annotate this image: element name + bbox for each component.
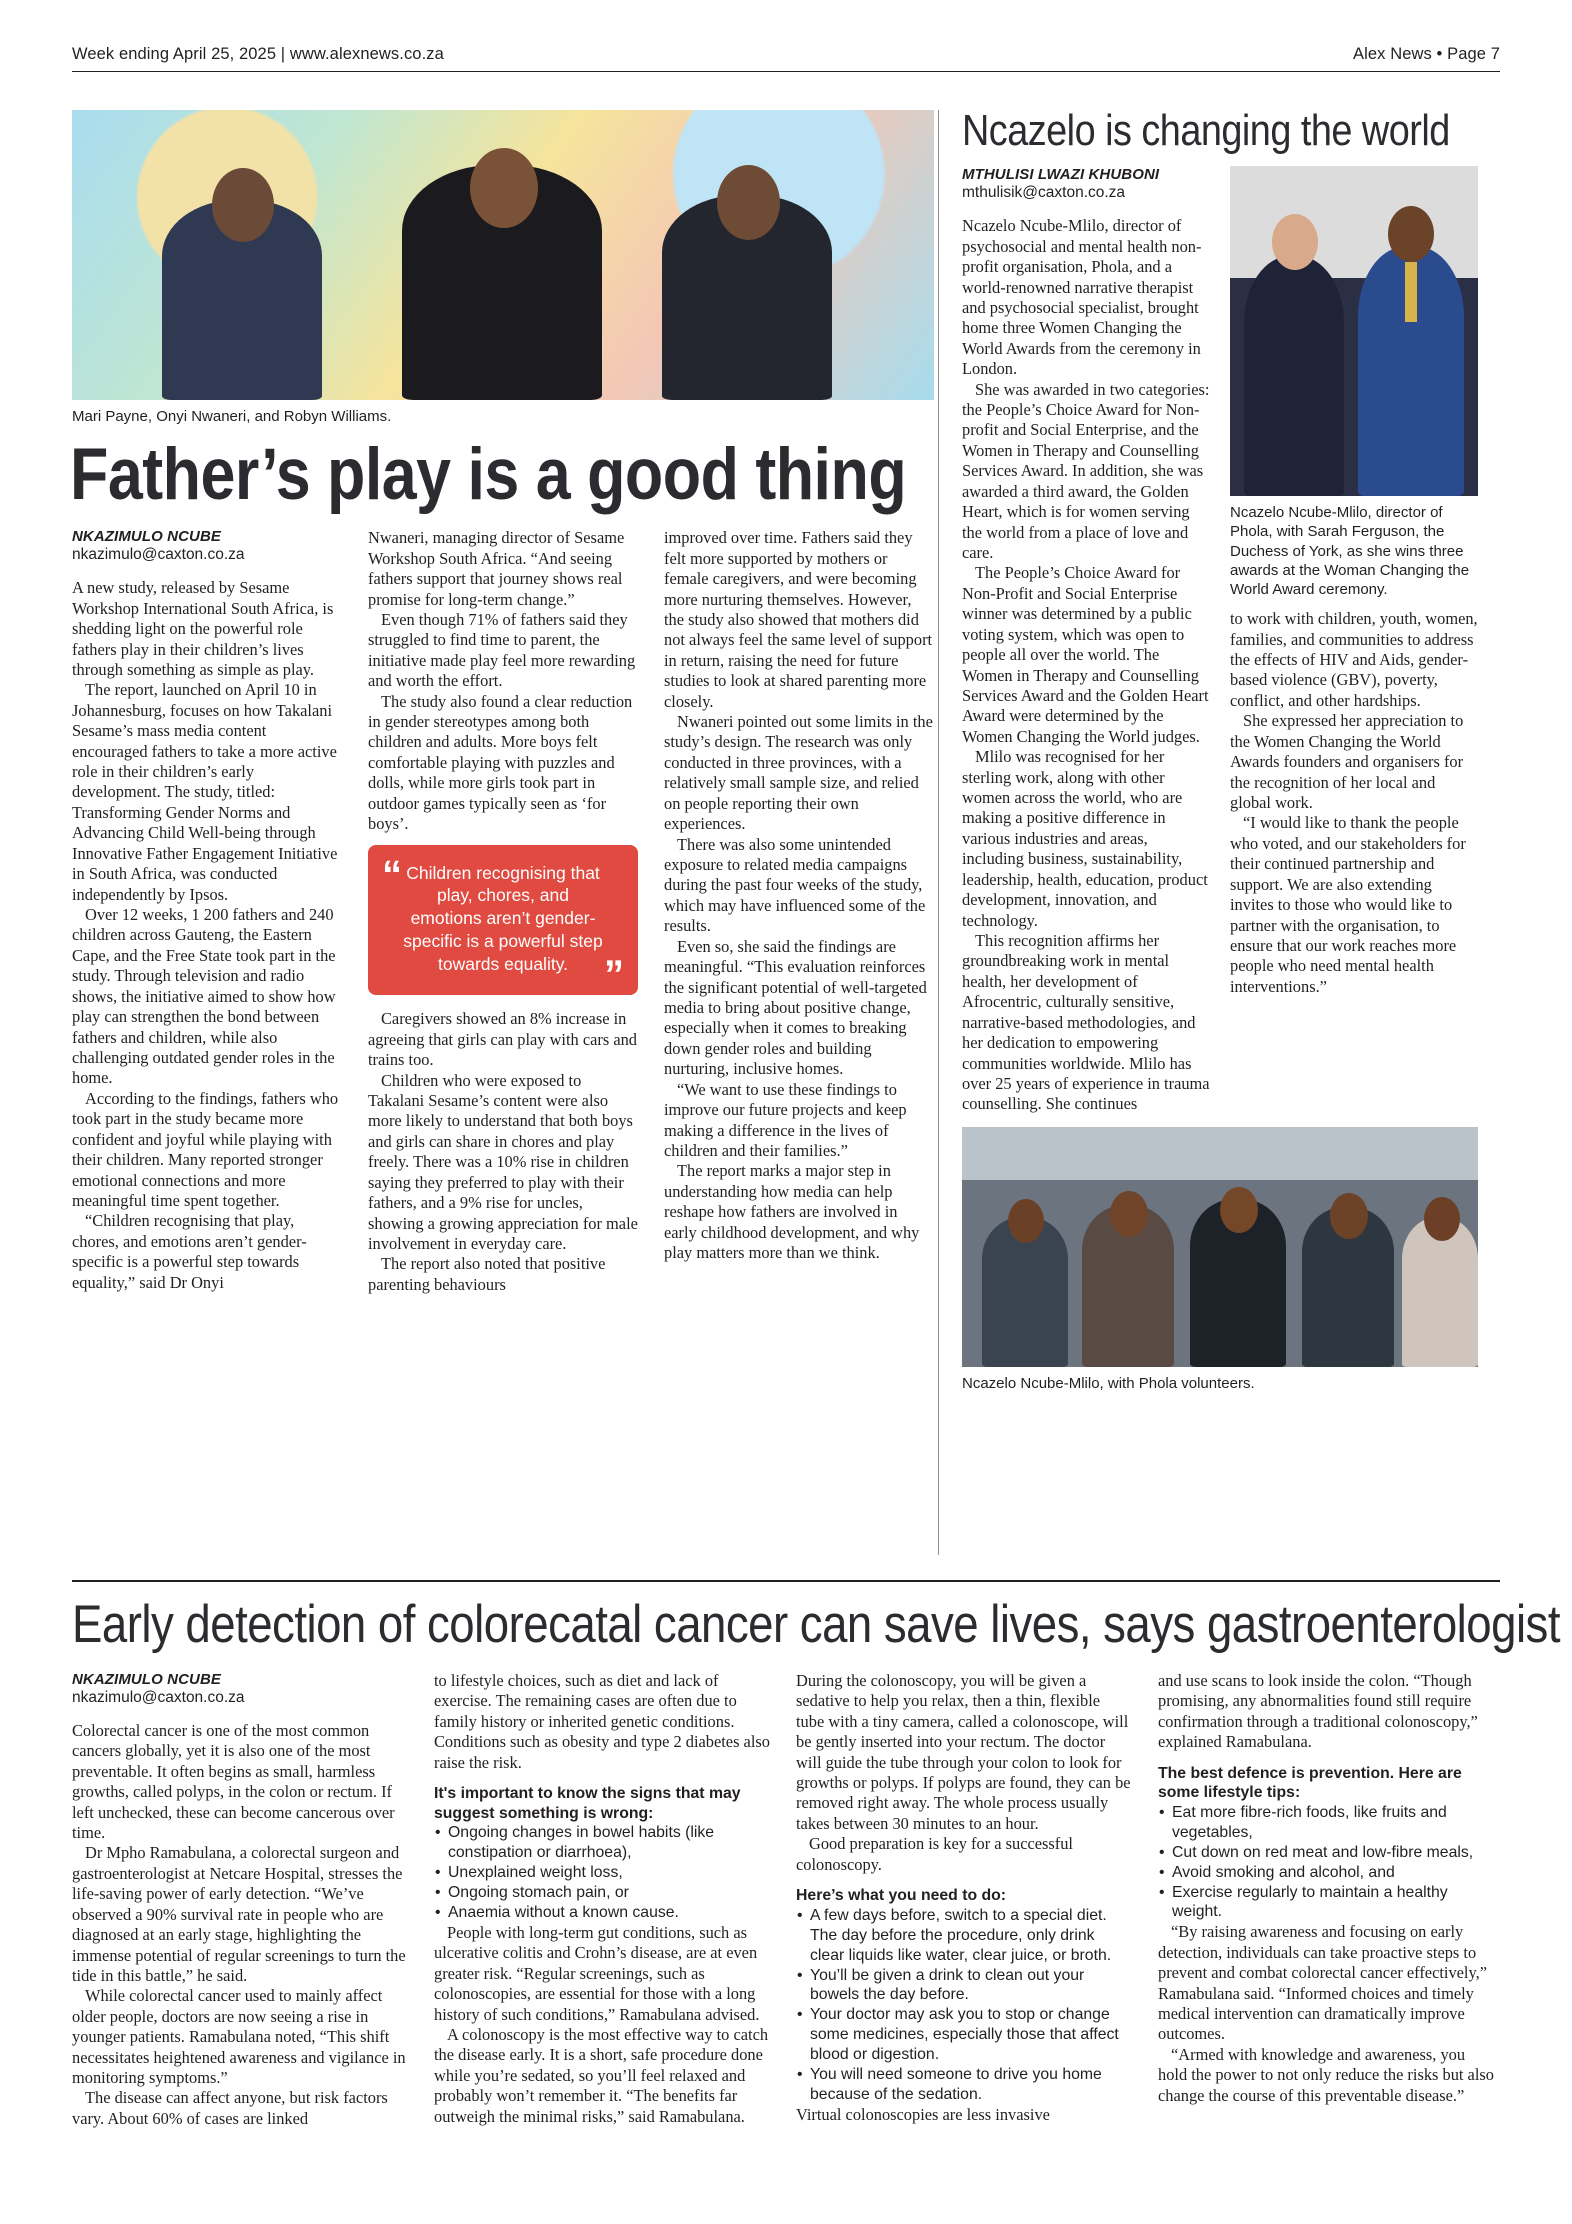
paragraph: Even though 71% of fathers said they struggled to find time to parent, the initiative made play feel more rewarding and worth the effort. (368, 609, 636, 691)
article3-byline-name: NKAZIMULO NCUBE (72, 1670, 221, 1688)
paragraph: A new study, released by Sesame Workshop International South Africa, is shedding light on the powerful role fathers play in their children’s lives through something as simple as play. (72, 578, 334, 679)
paragraph: “I would like to thank the people who voted, and our stakeholders for their continued partnership and support. We are also extending invites to those who would like to partner with the organisation, to ensure that our work reaches more people who need mental health interventions.” (1230, 813, 1466, 996)
article2-column-1 (962, 166, 1210, 1115)
article1-pullquote: “ Children recognising that play, chores, and emotions aren’t gender-specific is a powerful step towards equality. ” (368, 845, 638, 996)
article3-column-1 (72, 1671, 408, 2129)
article3-col3-bullets (796, 1906, 1132, 2105)
paragraph: She was awarded in two categories: the People’s Choice Award for Non-profit and Social Enterprise, and the Women in Therapy and Counselling Services Award. In addition, she was awarded a third award, the Golden Heart, which is for women serving the world from a place of love and care. (962, 379, 1210, 562)
paragraph: improved over time. Fathers said they felt more supported by mothers or female caregivers, and were becoming more nurturing themselves. However, the study also showed that mothers did not always feel the same level of support in return, raising the need for future studies to look at shared parenting more closely. (664, 528, 933, 711)
paragraph: “By raising awareness and focusing on early detection, individuals can take proactive steps to prevent and combat colorectal cancer effectively,” Ramabulana said. “Informed choices and timely medical intervention can dramatically improve outcomes. (1158, 1922, 1487, 2044)
paragraph: Over 12 weeks, 1 200 fathers and 240 children across Gauteng, the Eastern Cape, and the Free State took part in the study. Through television and radio shows, the initiative aimed to show how play can strengthen the bond between fathers and children, while also challenging outdated gender roles in the home. (72, 905, 336, 1088)
paragraph: The report, launched on April 10 in Johannesburg, focuses on how Takalani Sesame’s mass media content encouraged fathers to take a more active role in their children’s early development. The study, titled: Transforming Gender Norms and Advancing Child Well-being through Innovative Father Engagement Initiative in South Africa, was conducted independently by Ipsos. (72, 680, 338, 904)
paragraph: The report marks a major step in understanding how media can help reshape how fathers are involved in early childhood development, and why play matters more than we think. (664, 1161, 920, 1263)
list-item: • Unexplained weight loss, (434, 1863, 770, 1883)
paragraph: Dr Mpho Ramabulana, a colorectal surgeon and gastroenterologist at Netcare Hospital, stresses the life-saving power of early detection. “We’ve observed a 90% survival rate in people who are diagnosed at an early stage, highlighting the immense potential of regular screenings to turn the tide in this battle,” he said. (72, 1843, 406, 1985)
article1-photo-caption: Mari Payne, Onyi Nwaneri, and Robyn Williams. (72, 408, 392, 425)
paragraph: Mlilo was recognised for her sterling work, along with other women across the world, who are making a positive difference in various industries and areas, including business, sustainability, leadership, health, education, product development, innovation, and technology. (962, 747, 1208, 930)
paragraph: “Children recognising that play, chores, and emotions aren’t gender-specific is a powerful step towards equality,” said Dr Onyi (72, 1211, 307, 1292)
page-masthead (72, 0, 1500, 72)
article2-col2-body (1230, 609, 1478, 997)
paragraph: The report also noted that positive parenting behaviours (368, 1254, 606, 1294)
article-fathers-play (72, 110, 934, 1295)
article-ncazelo (962, 106, 1500, 1393)
article3-col3-subhead: Here’s what you need to do: (796, 1887, 1007, 1905)
paragraph: According to the findings, fathers who took part in the study became more confident and joyful while playing with their children. Many reported stronger emotional connections and more meaningful time spent together. (72, 1088, 339, 1210)
article3-column-2 (434, 1671, 770, 2129)
list-item: • You’ll be given a drink to clean out your bowels the day before. (796, 1966, 1132, 2006)
list-item: • Ongoing stomach pain, or (434, 1883, 770, 1903)
paragraph: Even so, she said the findings are meaningful. “This evaluation reinforces the significant potential of well-targeted media to bring about positive change, especially when it comes to breaking down gender roles and building nurturing, inclusive homes. (664, 936, 927, 1079)
article1-columns (72, 528, 934, 1295)
article3-col2-pre (434, 1671, 770, 1773)
article1-col3-body (664, 528, 934, 1263)
article1-byline-email: nkazimulo@caxton.co.za (72, 546, 245, 564)
list-item: • Anaemia without a known cause. (434, 1903, 770, 1923)
paragraph: Good preparation is key for a successful colonoscopy. (796, 1834, 1073, 1874)
article2-headline: Ncazelo is changing the world (962, 106, 1450, 155)
paragraph: There was also some unintended exposure to related media campaigns during the past four weeks of the study, which may have influenced some of the results. (664, 834, 926, 936)
article3-col1-body (72, 1721, 408, 2129)
article3-col4-bullets (1158, 1803, 1494, 1922)
list-item: • Cut down on red meat and low-fibre meals, (1158, 1843, 1494, 1863)
article1-pullquote-text: Children recognising that play, chores, and emotions aren’t gender-specific is a powerful step towards equality. (403, 862, 603, 974)
article3-col3-post (796, 2105, 1132, 2125)
paragraph: Ncazelo Ncube-Mlilo, director of psychosocial and mental health non-profit organisation, Phola, and a world-renowned narrative therapist and psychosocial specialist, brought home three Women Changing the World Awards from the ceremony in London. (962, 216, 1202, 379)
list-item: • Exercise regularly to maintain a healthy weight. (1158, 1883, 1494, 1923)
article3-column-4 (1158, 1671, 1494, 2129)
article3-byline-email: nkazimulo@caxton.co.za (72, 1688, 245, 1706)
article2-photo2-caption: Ncazelo Ncube-Mlilo, with Phola volunteers. (962, 1374, 1255, 1392)
list-item: • You will need someone to drive you home because of the sedation. (796, 2065, 1132, 2105)
article3-col4-post (1158, 1922, 1494, 2106)
paragraph: “Armed with knowledge and awareness, you hold the power to not only reduce the risks but also change the course of this preventable disease.” (1158, 2044, 1494, 2105)
article2-byline-email: mthulisik@caxton.co.za (962, 184, 1126, 202)
article3-col2-subhead: It's important to know the signs that may suggest something is wrong: (434, 1784, 741, 1822)
paragraph: During the colonoscopy, you will be given a sedative to help you relax, then a thin, flexible tube with a tiny camera, called a colonoscope, will be gently inserted into your rectum. The doctor will guide the tube through your colon to look for growths or polyps. If polyps are found, they can be removed right away. The whole process usually takes between 30 minutes to an hour. (796, 1670, 1131, 1833)
list-item: • Eat more fibre-rich foods, like fruits and vegetables, (1158, 1803, 1494, 1843)
article1-col2-bottom-body (368, 1009, 638, 1295)
list-item: • A few days before, switch to a special diet. The day before the procedure, only drink clear liquids like water, clear juice, or broth. (796, 1906, 1132, 1966)
article3-column-3 (796, 1671, 1132, 2129)
article3-columns (72, 1671, 1500, 2129)
list-item: • Ongoing changes in bowel habits (like constipation or diarrhoea), (434, 1823, 770, 1863)
paragraph: Nwaneri pointed out some limits in the study’s design. The research was only conducted in three provinces, with a relatively small sample size, and relied on people reporting their own experiences. (664, 712, 933, 834)
article-colorectal-cancer (72, 1595, 1560, 2129)
paragraph: “We want to use these findings to improve our future projects and keep making a difference in the lives of children and their families.” (664, 1079, 907, 1160)
paragraph: This recognition affirms her groundbreaking work in mental health, her development of Afrocentric, culturally sensitive, narrative-based methodologies, and her dedication to empowering communities worldwide. Mlilo has over 25 years of experience in trauma counselling. She continues (962, 931, 1210, 1114)
article3-col2-post (434, 1923, 770, 2127)
paragraph: Nwaneri, managing director of Sesame Workshop South Africa. “And seeing fathers support that journey shows real promise for long-term change.” (368, 528, 625, 609)
article2-photo-volunteers (962, 1127, 1478, 1367)
article1-col1-body (72, 578, 342, 1293)
article3-col4-pre (1158, 1671, 1494, 1753)
paragraph: Colorectal cancer is one of the most common cancers globally, yet it is also one of the most preventable. It often begins as small, harmless growths, called polyps, in the colon or rectum. If left unchecked, these can become cancerous over time. (72, 1720, 395, 1842)
paragraph: The disease can affect anyone, but risk factors vary. About 60% of cases are linked (72, 2088, 388, 2128)
article1-column-1 (72, 528, 342, 1295)
paragraph: A colonoscopy is the most effective way to catch the disease early. It is a short, safe procedure done while you’re sedated, so you’ll feel relaxed and probably won’t remember it. “The benefits far outweigh the minimal risks,” said Ramabulana. (434, 2025, 769, 2126)
masthead-right-text: Alex News • Page 7 (1353, 45, 1500, 63)
article2-column-2 (1230, 166, 1478, 1115)
list-item: • Your doctor may ask you to stop or change some medicines, especially those that affect blood or digestion. (796, 2005, 1132, 2065)
article1-column-2 (368, 528, 638, 1295)
paragraph: Children who were exposed to Takalani Sesame’s content were also more likely to understand that both boys and girls can share in chores and play freely. There was a 10% rise in children saying they preferred to play with their fathers, and a 9% rise for uncles, showing a growing appreciation for male involvement in everyday care. (368, 1070, 638, 1253)
paragraph: to lifestyle choices, such as diet and lack of exercise. The remaining cases are often due to family history or inherited genetic conditions. Conditions such as obesity and type 2 diabetes also raise the risk. (434, 1670, 770, 1772)
article2-top-row (962, 166, 1500, 1115)
list-item: • Avoid smoking and alcohol, and (1158, 1863, 1494, 1883)
article3-col3-pre (796, 1671, 1132, 1875)
paragraph: Caregivers showed an 8% increase in agreeing that girls can play with cars and trains too. (368, 1009, 637, 1070)
column-divider-rule (938, 110, 939, 1555)
article1-photo (72, 110, 934, 400)
article2-photo1-caption: Ncazelo Ncube-Mlilo, director of Phola, with Sarah Ferguson, the Duchess of York, as she wins three awards at the Woman Changing the World Award ceremony. (1230, 504, 1470, 598)
article1-col2-top-body (368, 528, 638, 834)
article3-col2-bullets (434, 1823, 770, 1922)
article1-headline: Father’s play is a good thing (70, 434, 907, 516)
paragraph: to work with children, youth, women, families, and communities to address the effects of HIV and Aids, gender-based violence (GBV), poverty, conflict, and other hardships. (1230, 609, 1478, 710)
section-divider-rule (72, 1580, 1500, 1582)
article3-col4-subhead: The best defence is prevention. Here are some lifestyle tips: (1158, 1764, 1462, 1802)
paragraph: While colorectal cancer used to mainly affect older people, doctors are now seeing a rise in younger patients. Ramabulana noted, “This shift necessitates heightened awareness and vigilance in monitoring symptoms.” (72, 1986, 406, 2088)
paragraph: and use scans to look inside the colon. “Though promising, any abnormalities found still require confirmation through a traditional colonoscopy,” explained Ramabulana. (1158, 1670, 1478, 1752)
paragraph: Virtual colonoscopies are less invasive (796, 2104, 1050, 2124)
article2-byline-name: MTHULISI LWAZI KHUBONI (962, 166, 1160, 184)
article2-col1-body (962, 216, 1210, 1115)
paragraph: She expressed her appreciation to the Women Changing the World Awards founders and organisers for the recognition of her local and global work. (1230, 711, 1464, 812)
paragraph: The study also found a clear reduction in gender stereotypes among both children and adults. More boys felt comfortable playing with puzzles and dolls, while more girls took part in outdoor games typically seen as ‘for boys’. (368, 691, 633, 834)
masthead-left-text: Week ending April 25, 2025 | www.alexnews.co.za (72, 45, 444, 63)
paragraph: People with long-term gut conditions, such as ulcerative colitis and Crohn’s disease, are at even greater risk. “Regular screenings, such as colonoscopies, are essential for those with a long history of such conditions,” Ramabulana advised. (434, 1922, 760, 2024)
article3-headline: Early detection of colorecatal cancer can save lives, says gastroenterologist (72, 1595, 1560, 1654)
article2-photo-awards (1230, 166, 1478, 496)
article1-byline-name: NKAZIMULO NCUBE (72, 528, 221, 546)
article1-column-3 (664, 528, 934, 1295)
paragraph: The People’s Choice Award for Non-Profit and Social Enterprise winner was determined by a public voting system, which was open to people all over the world. The Women in Therapy and Counselling Services Award and the Golden Heart Award were determined by the Women Changing the World judges. (962, 563, 1209, 746)
